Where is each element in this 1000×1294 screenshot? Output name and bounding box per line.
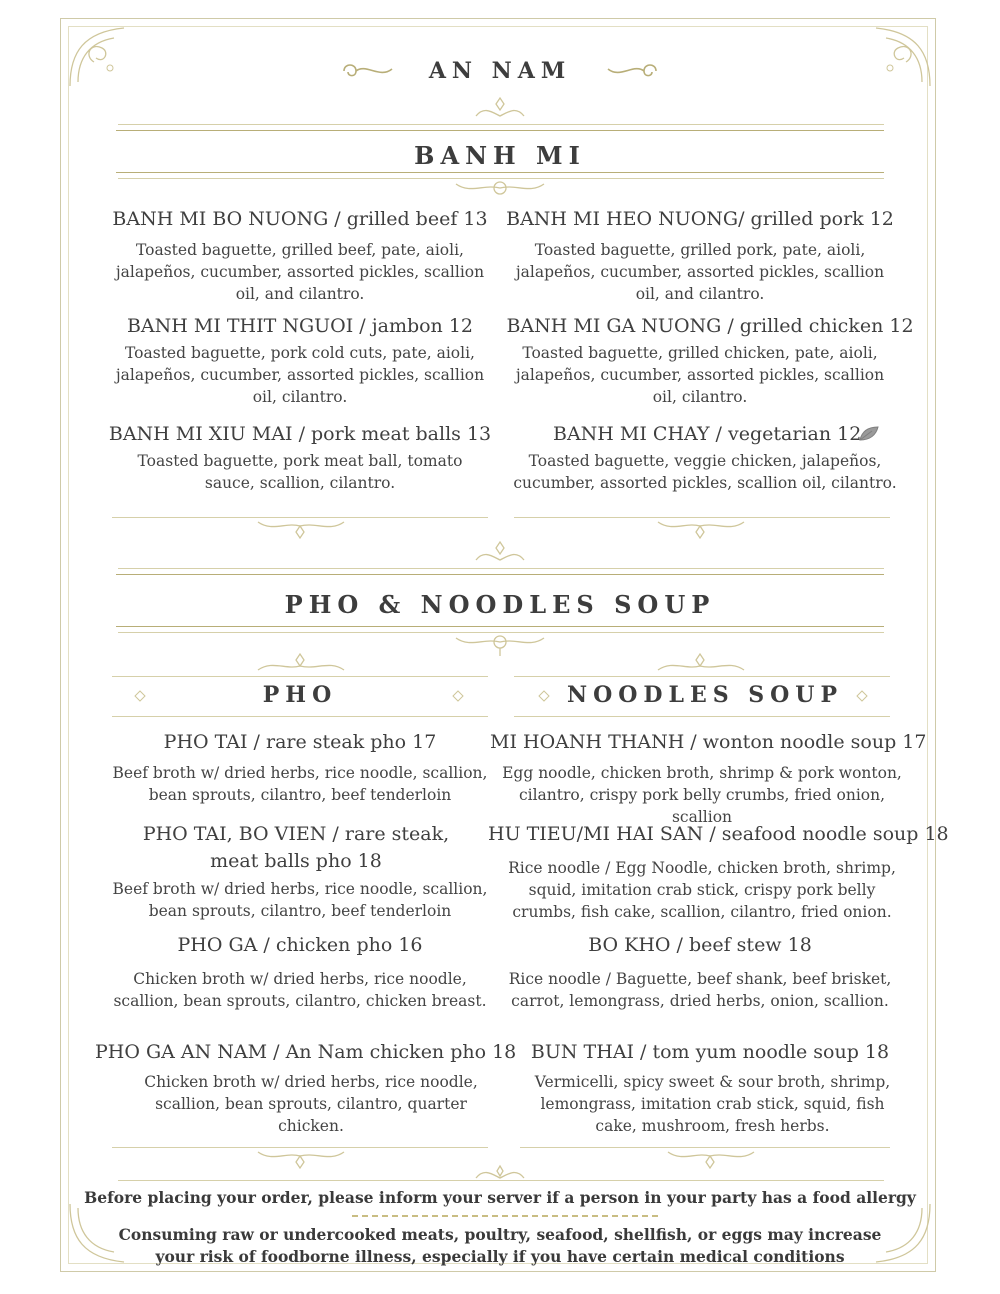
menu-item-title: PHO TAI, BO VIEN / rare steak, meat balls pho 18 (142, 823, 450, 872)
divider (118, 568, 884, 569)
divider (118, 1180, 884, 1181)
dashed-divider (352, 1215, 658, 1217)
divider (112, 716, 488, 717)
ornament-icon (470, 538, 530, 568)
menu-item-title: PHO GA / chicken pho 16 (177, 934, 423, 956)
menu-item-title: PHO TAI / rare steak pho 17 (163, 731, 437, 753)
menu-item-title: BO KHO / beef stew 18 (588, 934, 812, 956)
noodles-soup-subheading: NOODLES SOUP (566, 682, 844, 708)
menu-item-description: Toasted baguette, grilled beef, pate, aioli, jalapeños, cucumber, assorted pickles, scallion oil, and cilantro. (115, 241, 485, 303)
ornament-icon (254, 652, 348, 676)
menu-item-title: PHO GA AN NAM / An Nam chicken pho 18 (95, 1041, 517, 1063)
ornament-icon (254, 1146, 348, 1170)
pho-noodles-heading: PHO & NOODLES SOUP (284, 590, 716, 619)
ornament-icon (470, 94, 530, 124)
diamond-icon (452, 690, 464, 702)
menu-item-description: Chicken broth w/ dried herbs, rice noodle, scallion, bean sprouts, cilantro, chicken breast. (113, 970, 487, 1010)
leaf-icon (858, 425, 880, 443)
ornament-icon (654, 516, 748, 540)
pho-subheading: PHO (262, 682, 338, 708)
corner-flourish-icon (866, 22, 936, 92)
diamond-icon (538, 690, 550, 702)
swirl-right-icon (604, 58, 660, 84)
menu-item-title: BUN THAI / tom yum noodle soup 18 (530, 1041, 890, 1063)
ornament-icon (470, 1162, 530, 1182)
menu-item-description: Beef broth w/ dried herbs, rice noodle, scallion, bean sprouts, cilantro, beef tenderloin (112, 764, 488, 804)
menu-item-title: BANH MI HEO NUONG/ grilled pork 12 (506, 208, 894, 230)
divider (514, 716, 890, 717)
menu-item-description: Vermicelli, spicy sweet & sour broth, shrimp, lemongrass, imitation crab stick, squid, fish cake, mushroom, fresh herbs. (534, 1073, 891, 1135)
menu-item-description: Rice noodle / Egg Noodle, chicken broth, shrimp, squid, imitation crab stick, crispy pork belly crumbs, fish cake, scallion, cilantro, fried onion. (508, 859, 896, 921)
menu-item-description: Toasted baguette, grilled chicken, pate, aioli, jalapeños, cucumber, assorted pickles, scallion oil, cilantro. (515, 344, 885, 406)
menu-item-title: BANH MI BO NUONG / grilled beef 13 (112, 208, 488, 230)
consumer-advisory-line2: your risk of foodborne illness, especially if you have certain medical conditions (155, 1247, 845, 1266)
menu-item-description: Rice noodle / Baguette, beef shank, beef brisket, carrot, lemongrass, dried herbs, onion, scallion. (508, 970, 892, 1010)
corner-flourish-icon (64, 22, 134, 92)
menu-item-description: Beef broth w/ dried herbs, rice noodle, scallion, bean sprouts, cilantro, beef tenderloin (112, 880, 488, 920)
consumer-advisory-line1: Consuming raw or undercooked meats, poultry, seafood, shellfish, or eggs may increase (118, 1225, 882, 1244)
divider (118, 124, 884, 125)
menu-item-description: Chicken broth w/ dried herbs, rice noodle, scallion, bean sprouts, cilantro, quarter chicken. (144, 1073, 478, 1135)
ornament-icon (452, 176, 548, 200)
restaurant-name: AN NAM (428, 58, 572, 84)
ornament-icon (654, 652, 748, 676)
menu-item-title: BANH MI THIT NGUOI / jambon 12 (126, 315, 474, 337)
menu-item-description: Toasted baguette, pork cold cuts, pate, aioli, jalapeños, cucumber, assorted pickles, scallion oil, cilantro. (115, 344, 485, 406)
menu-item-title: MI HOANH THANH / wonton noodle soup 17 (490, 731, 927, 753)
menu-item-description: Toasted baguette, veggie chicken, jalapeños, cucumber, assorted pickles, scallion oil, cilantro. (513, 452, 897, 492)
divider (116, 574, 884, 575)
ornament-icon (254, 516, 348, 540)
menu-item-title: BANH MI CHAY / vegetarian 12 (553, 423, 862, 445)
divider (116, 172, 884, 173)
ornament-icon (452, 630, 548, 660)
divider (112, 676, 488, 677)
divider (116, 626, 884, 627)
menu-item-description: Toasted baguette, grilled pork, pate, aioli, jalapeños, cucumber, assorted pickles, scallion oil, and cilantro. (515, 241, 885, 303)
divider (514, 676, 890, 677)
diamond-icon (856, 690, 868, 702)
menu-item-title: BANH MI GA NUONG / grilled chicken 12 (506, 315, 914, 337)
banh-mi-heading: BANH MI (414, 141, 586, 170)
menu-item-title: BANH MI XIU MAI / pork meat balls 13 (108, 423, 492, 445)
menu-item-description: Toasted baguette, pork meat ball, tomato sauce, scallion, cilantro. (137, 452, 463, 492)
allergy-note: Before placing your order, please inform your server if a person in your party has a food allergy (84, 1188, 916, 1207)
menu-item-description: Egg noodle, chicken broth, shrimp & pork wonton, cilantro, crispy pork belly crumbs, fried onion, scallion (502, 764, 902, 826)
swirl-left-icon (340, 58, 396, 84)
diamond-icon (134, 690, 146, 702)
ornament-icon (664, 1146, 758, 1170)
menu-item-title: HU TIEU/MI HAI SAN / seafood noodle soup 18 (488, 823, 949, 845)
divider (116, 130, 884, 131)
